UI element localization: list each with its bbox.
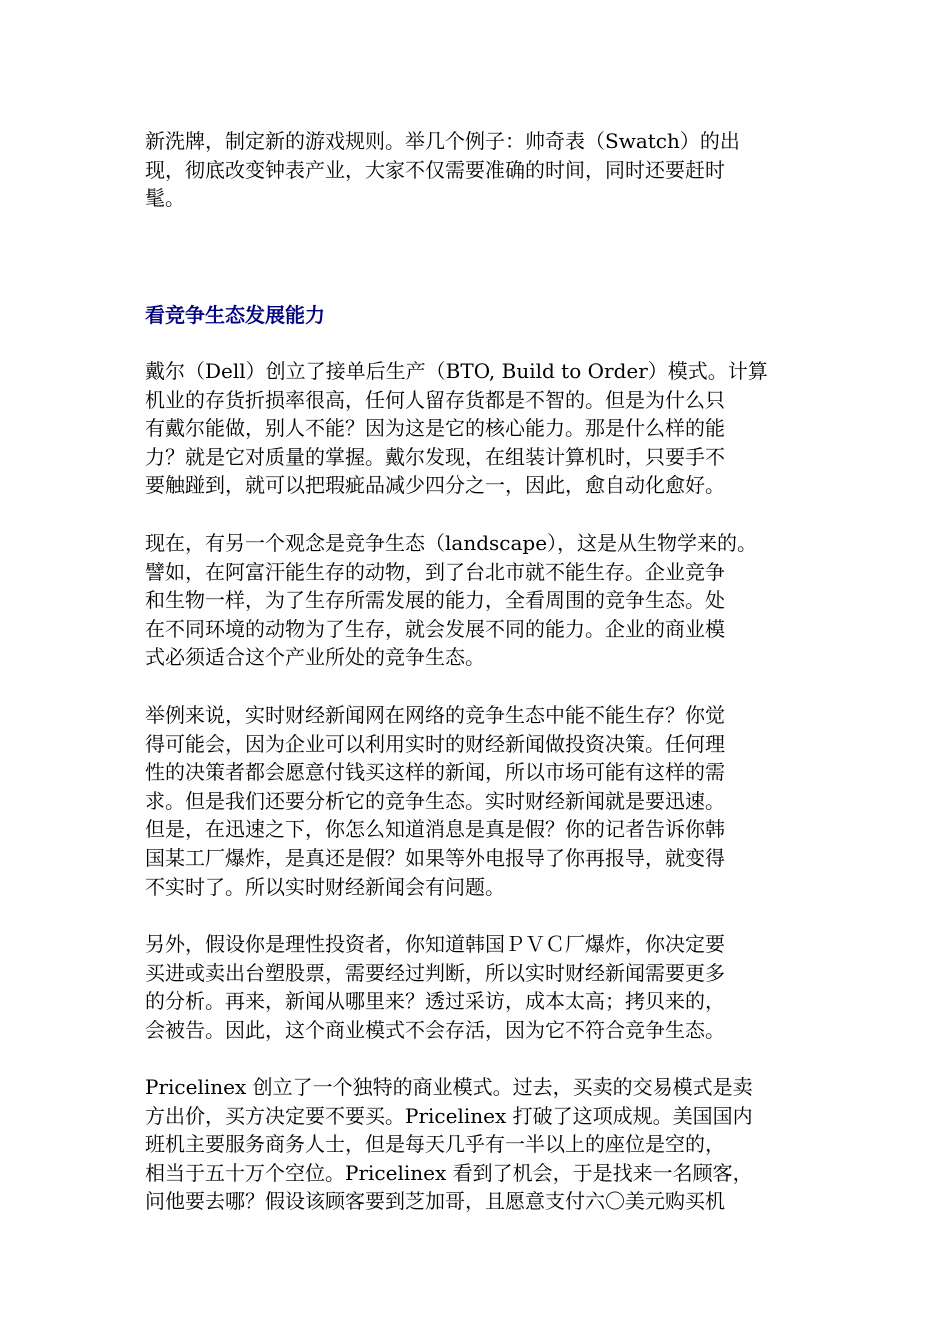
text-line: 机业的存货折损率很高，任何人留存货都是不智的。但是为什么只 — [145, 387, 725, 412]
text-line: 举例来说，实时财经新闻网在网络的竞争生态中能不能生存？你觉 — [145, 703, 725, 727]
paragraph-pricelinex — [145, 1073, 753, 1216]
text-line: 得可能会，因为企业可以利用实时的财经新闻做投资决策。任何理 — [145, 731, 725, 756]
text-line: 会被告。因此，这个商业模式不会存活，因为它不符合竞争生态。 — [145, 1017, 725, 1042]
text-line: 力？就是它对质量的掌握。戴尔发现，在组装计算机时，只要手不 — [145, 444, 725, 469]
text-line: 方出价，买方决定要不要买。Pricelinex 打破了这项成规。美国国内 — [145, 1103, 753, 1128]
text-line: 和生物一样，为了生存所需发展的能力，全看周围的竞争生态。处 — [145, 588, 725, 613]
section-heading: 看竞争生态发展能力 — [145, 303, 325, 327]
text-line: 髦。 — [145, 186, 185, 211]
text-line: 式必须适合这个产业所处的竞争生态。 — [145, 645, 485, 670]
text-line: 现在，有另一个观念是竞争生态（landscape），这是从生物学来的。 — [145, 531, 758, 555]
text-line: 现，彻底改变钟表产业，大家不仅需要准确的时间，同时还要赶时 — [145, 157, 725, 182]
text-line: 的分析。再来，新闻从哪里来？透过采访，成本太高；拷贝来的， — [145, 989, 725, 1014]
paragraph-landscape — [145, 529, 757, 672]
text-line: 求。但是我们还要分析它的竞争生态。实时财经新闻就是要迅速。 — [145, 788, 725, 813]
text-line: 问他要去哪？假设该顾客要到芝加哥，且愿意支付六〇美元购买机 — [145, 1189, 725, 1214]
text-line: 戴尔（Dell）创立了接单后生产（BTO, Build to Order）模式。计算 — [145, 359, 768, 383]
text-line: 另外，假设你是理性投资者，你知道韩国ＰＶＣ厂爆炸，你决定要 — [145, 932, 725, 956]
text-line: 不实时了。所以实时财经新闻会有问题。 — [145, 874, 505, 899]
text-line: 要触踫到，就可以把瑕疵品减少四分之一，因此，愈自动化愈好。 — [145, 473, 725, 498]
text-line: 譬如，在阿富汗能生存的动物，到了台北市就不能生存。企业竞争 — [145, 559, 725, 584]
paragraph-dell — [145, 357, 768, 500]
text-line: 买进或卖出台塑股票，需要经过判断，所以实时财经新闻需要更多 — [145, 960, 725, 985]
text-line: 在不同环境的动物为了生存，就会发展不同的能力。企业的商业模 — [145, 616, 725, 641]
text-line: 国某工厂爆炸，是真还是假？如果等外电报导了你再报导，就变得 — [145, 845, 725, 870]
intro-paragraph — [145, 127, 740, 213]
text-line: 班机主要服务商务人士，但是每天几乎有一半以上的座位是空的， — [145, 1132, 725, 1157]
paragraph-finance-news — [145, 701, 725, 901]
text-line: 新洗牌，制定新的游戏规则。举几个例子：帅奇表（Swatch）的出 — [145, 129, 740, 153]
text-line: 相当于五十万个空位。Pricelinex 看到了机会，于是找来一名顾客， — [145, 1160, 753, 1185]
text-line: Pricelinex 创立了一个独特的商业模式。过去，买卖的交易模式是卖 — [145, 1075, 753, 1099]
text-line: 性的决策者都会愿意付钱买这样的新闻，所以市场可能有这样的需 — [145, 760, 725, 785]
text-line: 但是，在迅速之下，你怎么知道消息是真是假？你的记者告诉你韩 — [145, 817, 725, 842]
paragraph-investor — [145, 930, 725, 1044]
text-line: 有戴尔能做，别人不能？因为这是它的核心能力。那是什么样的能 — [145, 416, 725, 441]
